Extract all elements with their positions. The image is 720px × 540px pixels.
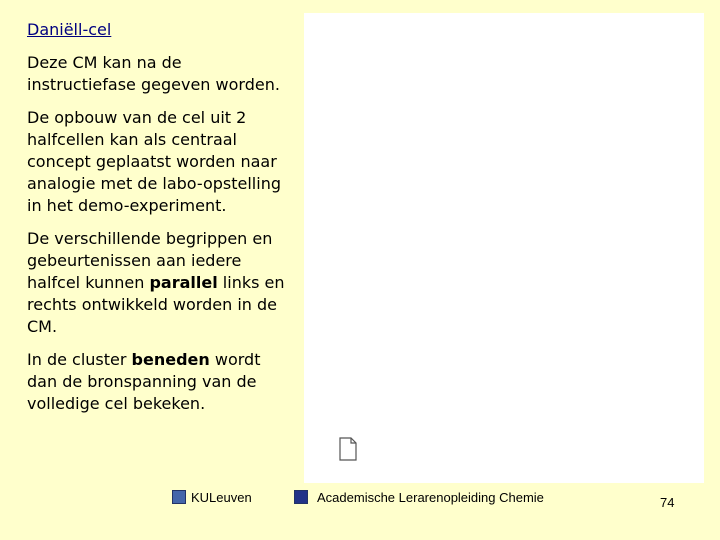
paragraph-4-text-a: In de cluster (27, 350, 132, 369)
paragraph-1: Deze CM kan na de instructiefase gegeven worden. (27, 53, 280, 94)
paragraph-4-text-b: wordt dan de bronspanning van de volledige cel bekeken. (27, 350, 261, 413)
kuleuven-logo-icon (172, 490, 186, 504)
paragraph-2: De opbouw van de cel uit 2 halfcellen kan als centraal concept geplaatst worden naar analogie met de labo-opstelling in het demo-experiment. (27, 108, 281, 215)
page-number: 74 (660, 495, 675, 510)
paragraph-3 (27, 228, 287, 338)
footer-kuleuven: KULeuven (191, 490, 252, 505)
footer-academische: Academische Lerarenopleiding Chemie (317, 490, 544, 505)
paragraph-3-text-a: De verschillende begrippen en gebeurtenissen aan iedere halfcel kunnen (27, 229, 273, 292)
paragraph-4 (27, 349, 287, 415)
slide-body (27, 52, 287, 426)
concept-map-placeholder (304, 13, 704, 483)
alc-logo-icon (294, 490, 308, 504)
paragraph-3-bold: parallel (149, 273, 218, 292)
document-icon[interactable] (339, 437, 357, 461)
paragraph-4-bold: beneden (131, 350, 210, 369)
slide-title[interactable]: Daniëll-cel (27, 20, 112, 39)
paragraph-3-text-b: links en rechts ontwikkeld worden in de CM. (27, 273, 285, 336)
